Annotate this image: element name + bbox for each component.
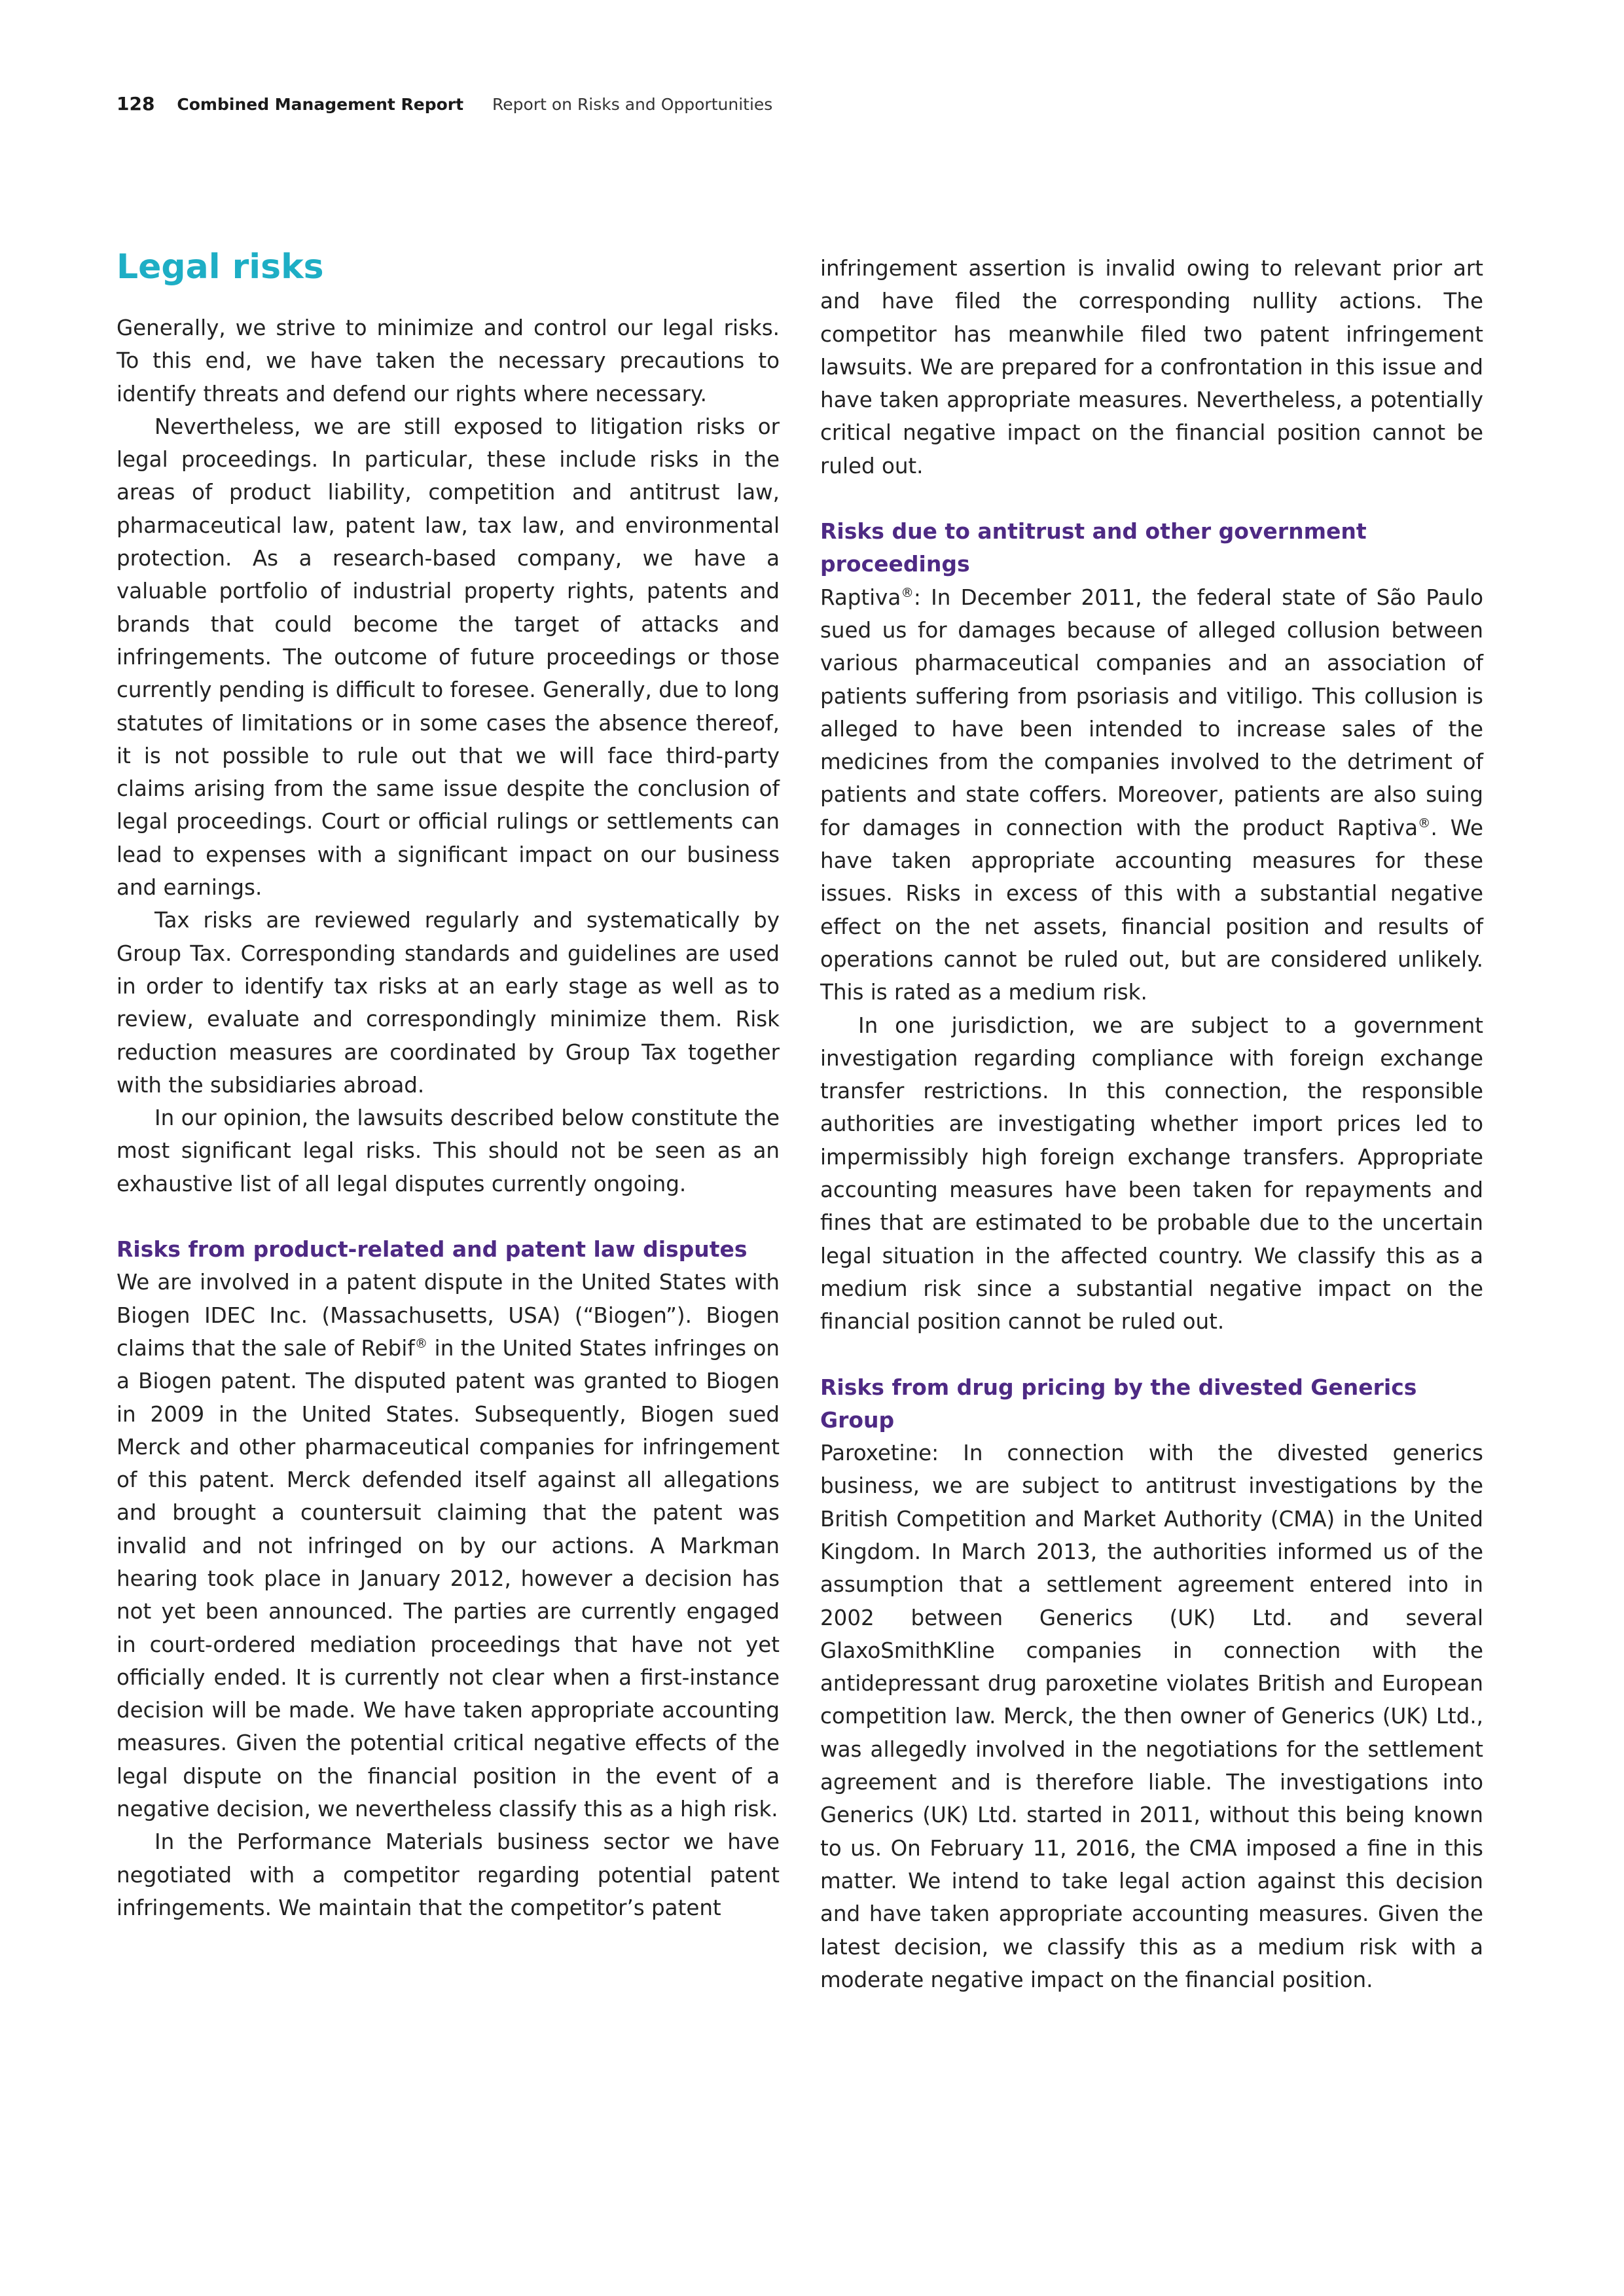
registered-mark: ® <box>901 584 914 600</box>
page-number: 128 <box>117 93 155 115</box>
paragraph: Nevertheless, we are still exposed to litigation risks or legal proceedings. In particular, these include risks in the areas of product liability, competition and antitrust law, pharmaceutical law, patent law, tax law, and environmental protection. As a research-based company, we have a valuable portfolio of industrial property rights, patents and brands that could become the target of attacks and infringements. The outcome of future proceedings or those currently pending is difficult to foresee. Generally, due to long statutes of limitations or in some cases the absence thereof, it is not possible to rule out that we will face third-party claims arising from the same issue despite the conclusion of legal proceedings. Court or official rulings or settlements can lead to expenses with a significant impact on our business and earnings. <box>117 414 780 901</box>
paragraph: Tax risks are reviewed regularly and systematically by Group Tax. Corresponding standards and guidelines are used in order to identify tax risks at an early stage as well as to review, evaluate and correspondingly minimize them. Risk reduction measures are coordinated by Group Tax together with the subsidiaries abroad. <box>117 908 780 1098</box>
section-title: Combined Management Report <box>177 95 464 114</box>
subheading-antitrust: Risks due to antitrust and other government proceedings <box>820 518 1367 577</box>
left-column <box>117 249 780 1924</box>
subheading-generics: Risks from drug pricing by the divested Generics Group <box>820 1374 1417 1433</box>
running-header <box>117 93 772 115</box>
paragraph: Raptiva®: In December 2011, the federal state of São Paulo sued us for damages because of alleged collusion between various pharmaceutical companies and an association of patients suffering from psoriasis and vitiligo. This collusion is alleged to have been intended to increase sales of the medicines from the companies involved to the detriment of patients and state coffers. Moreover, patients are also suing for damages in connection with the product Raptiva®. We have taken appropriate accounting measures for these issues. Risks in excess of this with a substantial negative effect on the net assets, financial position and results of operations cannot be ruled out, but are considered unlikely. This is rated as a medium risk. <box>820 584 1484 1005</box>
right-column <box>820 252 1483 1996</box>
paragraph: Paroxetine: In connection with the divested generics business, we are subject to antitrust investigations by the British Competition and Market Authority (CMA) in the United Kingdom. In March 2013, the authorities informed us of the assumption that a settlement agreement entered into in 2002 between Generics (UK) Ltd. and several GlaxoSmithKline companies in connection with the antidepressant drug paroxetine violates British and European competition law. Merck, the then owner of Generics (UK) Ltd., was allegedly involved in the negotiations for the settlement agreement and is therefore liable. The investigations into Generics (UK) Ltd. started in 2011, without this being known to us. On February 11, 2016, the CMA imposed a fine in this matter. We intend to take legal action against this decision and have taken appropriate accounting measures. Given the latest decision, we classify this as a medium risk with a moderate negative impact on the financial position. <box>820 1441 1483 1992</box>
registered-mark: ® <box>414 1336 428 1352</box>
paragraph: Generally, we strive to minimize and control our legal risks. To this end, we have taken the necessary precautions to identify threats and defend our rights where necessary. <box>117 315 780 406</box>
paragraph: In our opinion, the lawsuits described below constitute the most significant legal risks. This should not be seen as an exhaustive list of all legal disputes currently ongoing. <box>117 1105 780 1196</box>
subsection-title: Report on Risks and Opportunities <box>492 95 773 114</box>
paragraph: In the Performance Materials business sector we have negotiated with a competitor regarding potential patent infringements. We maintain that the competitor’s patent <box>117 1829 780 1920</box>
paragraph: In one jurisdiction, we are subject to a government investigation regarding compliance with foreign exchange transfer restrictions. In this connection, the responsible authorities are investigating whether import prices led to impermissibly high foreign exchange transfers. Appropriate accounting measures have been taken for repayments and fines that are estimated to be probable due to the uncertain legal situation in the affected country. We classify this as a medium risk since a substantial negative impact on the financial position cannot be ruled out. <box>820 1013 1483 1335</box>
subheading-patent-disputes: Risks from product-related and patent law disputes <box>117 1236 748 1263</box>
registered-mark: ® <box>1418 815 1431 831</box>
paragraph: We are involved in a patent dispute in the United States with Biogen IDEC Inc. (Massachusetts, USA) (“Biogen”). Biogen claims that the sale of Rebif® in the United States infringes on a Biogen patent. The disputed patent was granted to Biogen in 2009 in the United States. Subsequently, Biogen sued Merck and other pharmaceutical companies for infringement of this patent. Merck defended itself against all allegations and brought a countersuit claiming that the patent was invalid and not infringed on by our actions. A Markman hearing took place in January 2012, however a decision has not yet been announced. The parties are currently engaged in court-ordered mediation proceedings that have not yet officially ended. It is currently not clear when a first-instance decision will be made. We have taken appropriate accounting measures. Given the potential critical negative effects of the legal dispute on the financial position in the event of a negative decision, we nevertheless classify this as a high risk. <box>117 1270 780 1822</box>
paragraph: infringement assertion is invalid owing to relevant prior art and have filed the corresponding nullity actions. The competitor has meanwhile filed two patent infringement lawsuits. We are prepared for a confrontation in this issue and have taken appropriate measures. Nevertheless, a potentially critical negative impact on the financial position cannot be ruled out. <box>820 256 1483 478</box>
page-title: Legal risks <box>117 247 324 287</box>
